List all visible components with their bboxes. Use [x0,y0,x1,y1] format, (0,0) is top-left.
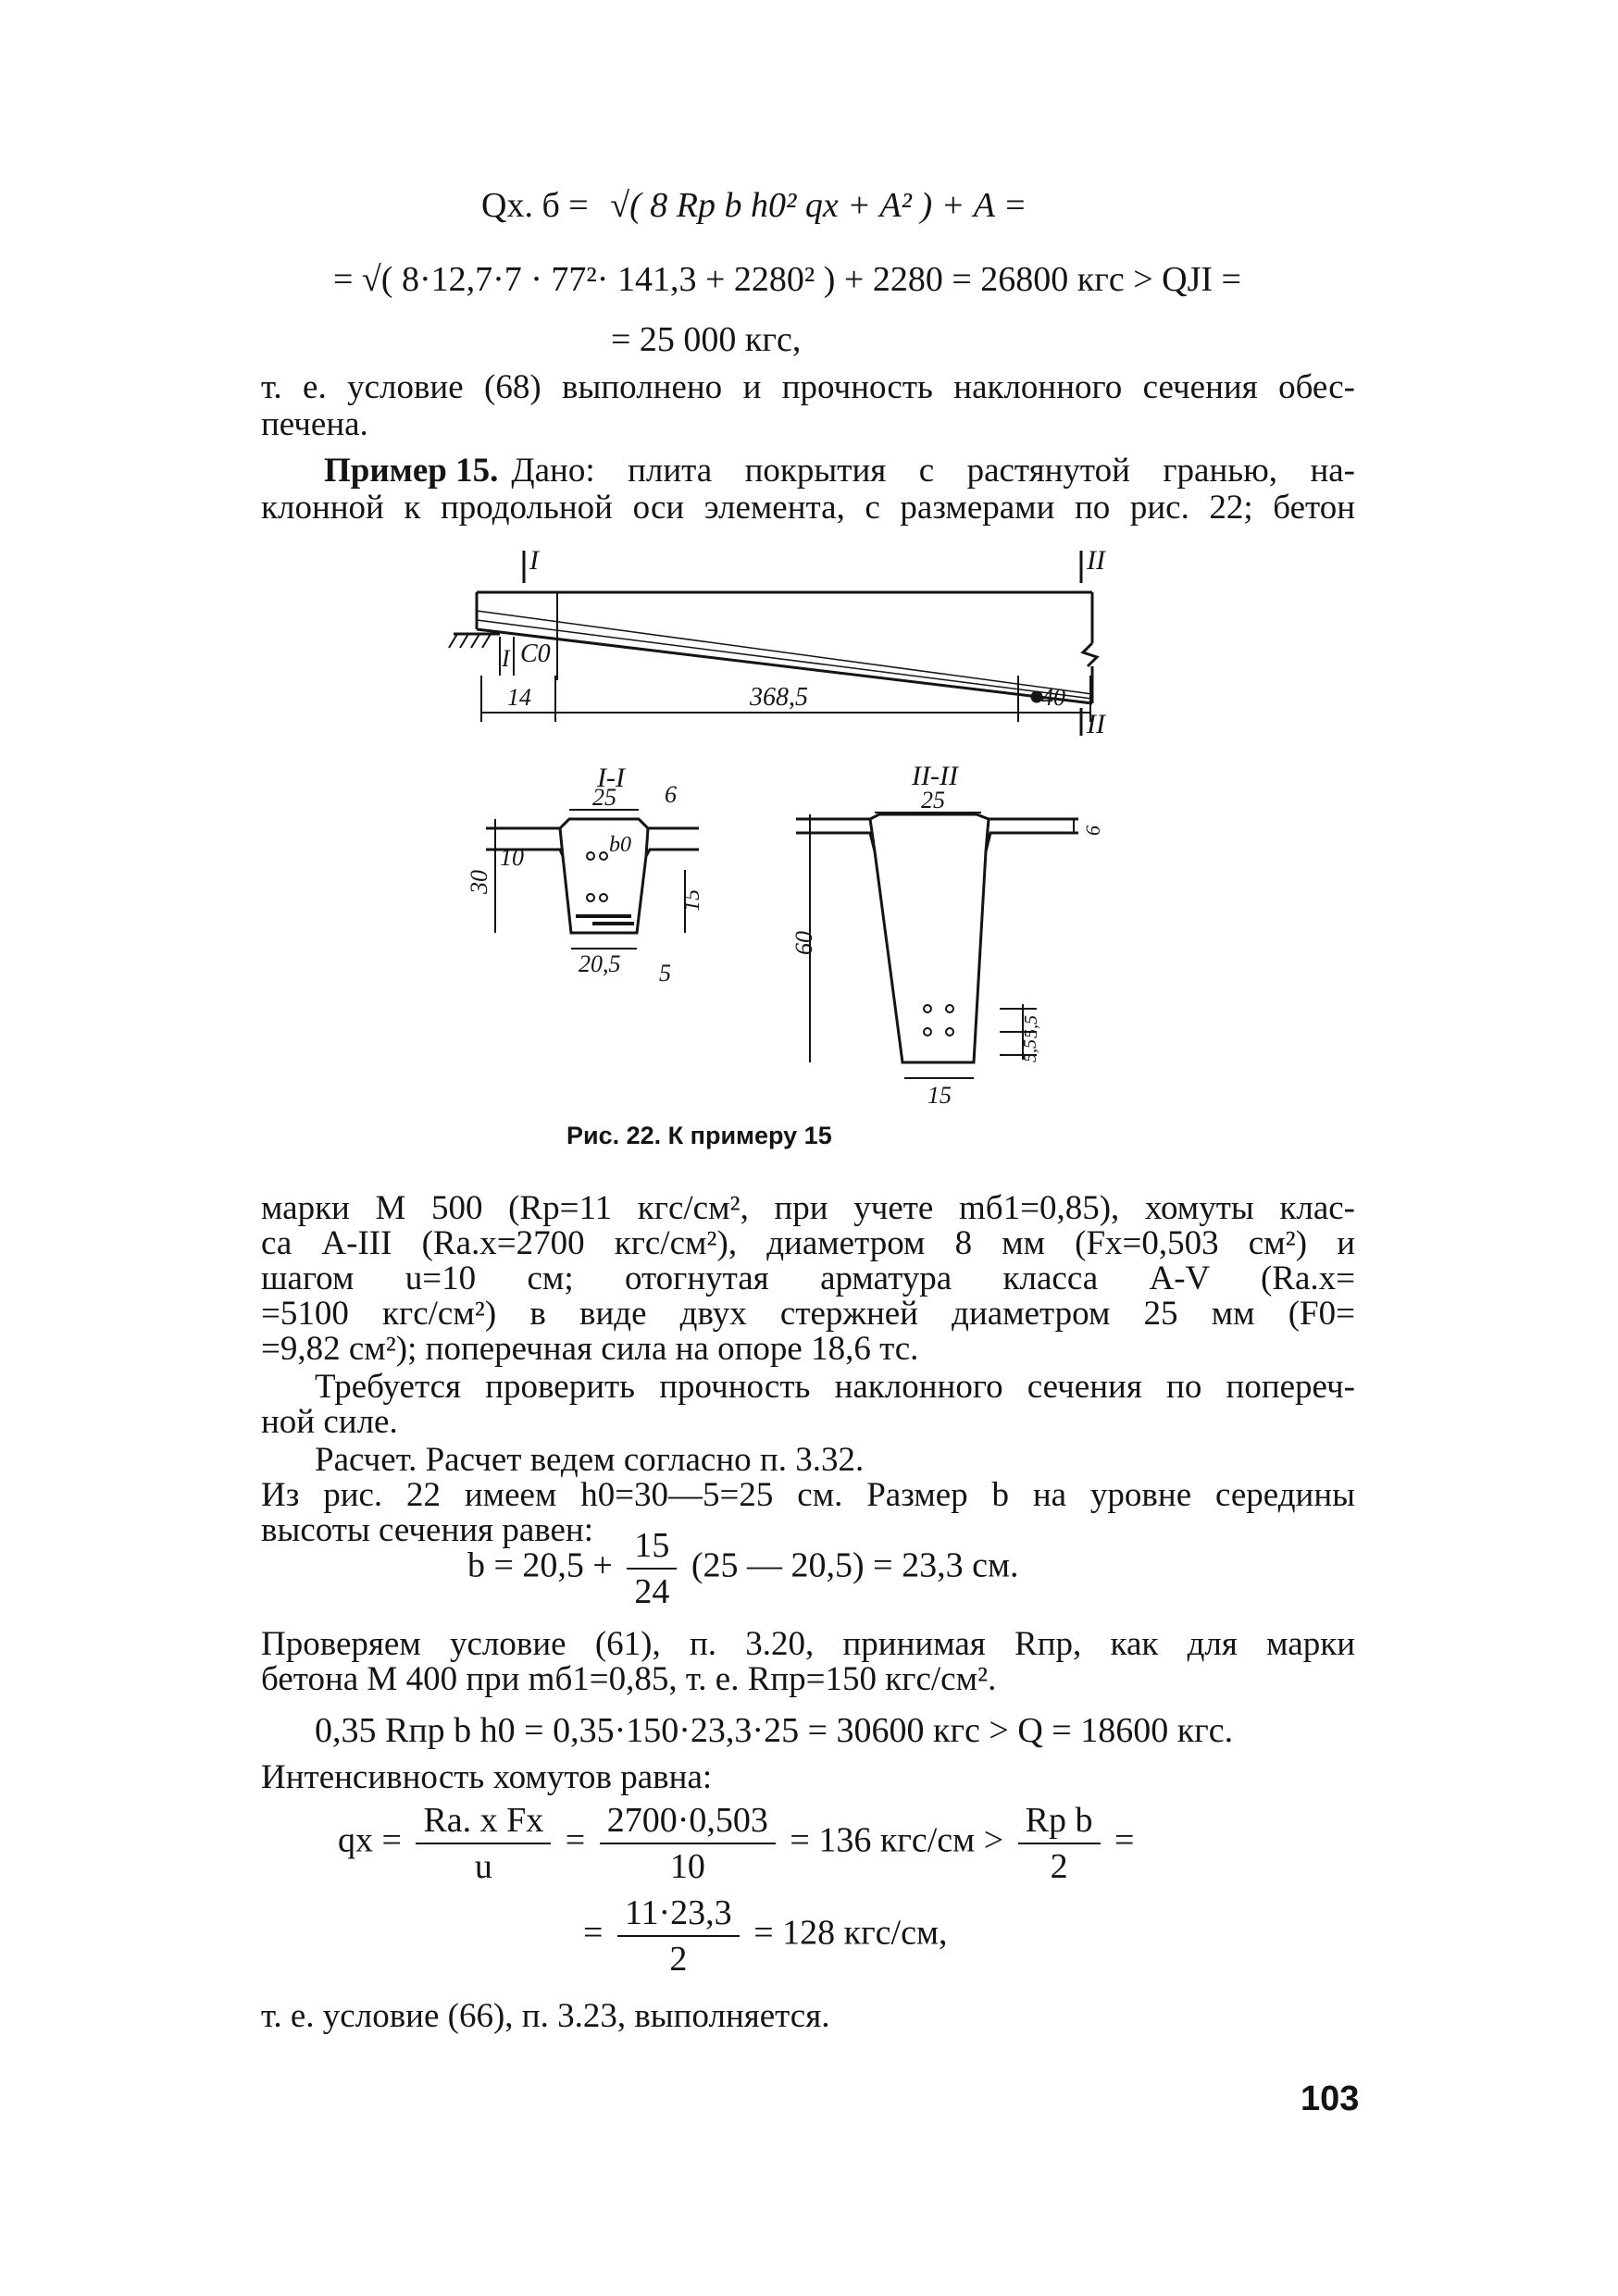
example-heading [324,452,1355,490]
formula-b-denominator: 24 [634,1572,670,1611]
example-label: Пример 15. [324,452,499,490]
formula-b-numerator: 15 [627,1525,677,1570]
dim-5-5-lower: 5,5 [1020,1039,1040,1062]
formula-qx-cont-num: 11·23,3 [617,1893,740,1937]
formula-qx-mid: = 136 кгс/см > [790,1820,1004,1860]
dim-5-5-upper: 5,5 [1021,1015,1041,1038]
text-line: ной силе. [261,1403,398,1441]
formula-qx-num-1: Rа. х Fх [416,1800,551,1844]
label-b0: b0 [609,833,631,857]
formula-qx-equals: = [565,1820,586,1860]
formula-qx-cont-lhs: = [583,1913,604,1953]
dim-14: 14 [507,684,531,711]
formula-b-fraction [627,1525,677,1612]
formula-q-result: = 25 000 кгс, [611,320,802,359]
formula-b-lhs: b = 20,5 + [467,1545,613,1585]
dim-15-section-ii: 15 [927,1082,952,1109]
formula-qx-num-2: 2700·0,503 [600,1800,776,1844]
text-line: Из рис. 22 имеем h0=30—5=25 см. Размер b на уровне середины [261,1476,1355,1514]
section-mark-ii-bottom: II [1087,709,1105,739]
text-line: Проверяем условие (61), п. 3.20, принимая Rпр, как для марки [261,1625,1355,1663]
dim-20-5: 20,5 [579,950,621,977]
formula-qx-den-3: 2 [1050,1847,1068,1886]
formula-q-lhs: Qх. б = [481,186,589,225]
dim-60: 60 [790,931,817,955]
dim-15-section-i: 15 [680,889,704,912]
section-ii-ii-title: II-II [912,761,958,791]
text-line: Дано: плита покрытия с растянутой гранью, на- [511,452,1355,490]
text-line: Интенсивность хомутов равна: [261,1758,713,1796]
formula-qx-fraction-3 [1018,1800,1101,1887]
formula-qx-cont-den: 2 [669,1940,688,1979]
dim-25-section-i: 25 [592,784,616,811]
text-line: клонной к продольной оси элемента, с размерами по рис. 22; бетон [261,489,1355,527]
support-mark-i: I [502,645,510,672]
text-line: Требуется проверить прочность наклонного сечения по попереч- [315,1368,1355,1406]
formula-qx-fraction-2 [600,1800,776,1887]
elevation-view [449,545,1107,739]
text-line: =9,82 см²); поперечная сила на опоре 18,6 тс. [261,1330,919,1368]
formula-q-numeric: = √( 8·12,7·7 · 77²· 141,3 + 2280² ) + 2280 = 26800 кгс > QJI = [333,260,1241,299]
formula-qx-den-1: u [474,1847,492,1886]
text-line: печена. [261,405,368,443]
dim-368-5: 368,5 [750,683,808,712]
figure-22 [444,537,1148,1111]
text-line: высоты сечения равен: [261,1511,593,1549]
dim-25-section-ii: 25 [921,787,945,813]
dim-10: 10 [500,844,524,871]
text-line: шагом u=10 см; отогнутая арматура класса А-V (Rа.х= [261,1260,1355,1297]
formula-q-head [481,185,1027,226]
section-i-i-title: I-I [597,763,625,793]
section-mark-ii-top: II [1087,545,1105,576]
dim-40: 40 [1041,684,1065,711]
formula-qx-lhs: qх = [338,1820,402,1860]
formula-q-rhs: √( 8 Rр b h0² qх + A² ) + A = [610,186,1027,225]
section-ii-ii [790,761,1104,1109]
dim-6-section-i: 6 [665,781,677,808]
text-line: бетона М 400 при mб1=0,85, т. е. Rпр=150 кгс/см². [261,1660,997,1698]
formula-qx-fraction-1 [416,1800,551,1887]
text-line: са А-III (Rа.х=2700 кгс/см²), диаметром 8 мм (Fх=0,503 см²) и [261,1224,1355,1262]
formula-qx-cont [583,1893,948,1980]
formula-qx-cont-rhs: = 128 кгс/см, [753,1913,948,1953]
section-mark-i: I [529,545,539,576]
figure-caption: Рис. 22. К примеру 15 [566,1122,832,1149]
formula-b [467,1525,1019,1612]
formula-qx-den-2: 10 [669,1847,705,1886]
text-line: Расчет. Расчет ведем согласно п. 3.32. [315,1441,865,1479]
page-number: 103 [1301,2079,1360,2118]
formula-check: 0,35 Rпр b h0 = 0,35·150·23,3·25 = 30600 кгс > Q = 18600 кгс. [315,1711,1234,1750]
dim-30: 30 [466,870,492,894]
text-line: т. е. условие (68) выполнено и прочность наклонного сечения обес- [261,368,1355,406]
formula-qx-cont-fraction [617,1893,740,1980]
text-line: марки М 500 (Rр=11 кгс/см², при учете mб1=0,85), хомуты клас- [261,1189,1355,1227]
text-line: т. е. условие (66), п. 3.23, выполняется. [261,1997,830,2035]
dim-5: 5 [659,960,671,987]
text-line: =5100 кгс/см²) в виде двух стержней диаметром 25 мм (F0= [261,1295,1355,1333]
formula-b-rhs: (25 — 20,5) = 23,3 см. [691,1545,1019,1585]
dim-6-section-ii: 6 [1081,825,1104,836]
formula-qx-num-3: Rр b [1018,1800,1101,1844]
section-i-i [466,763,704,987]
label-c0: C0 [520,639,551,668]
formula-qx [338,1800,1134,1887]
formula-qx-end: = [1114,1820,1135,1860]
